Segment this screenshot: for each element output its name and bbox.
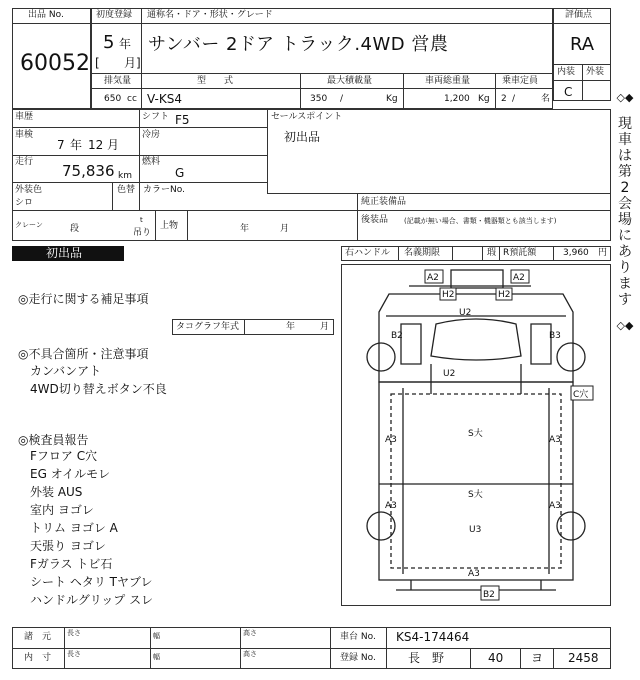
interior-grade: C [564, 85, 573, 99]
inspector-item: トリム ヨゴレ A [30, 521, 118, 535]
crane-label: クレーン [15, 221, 43, 229]
mileage-unit: km [118, 171, 132, 181]
side-notice-char: は [618, 148, 632, 164]
interior-height-label: 高さ [243, 650, 257, 658]
inspection-label: 車検 [15, 130, 34, 140]
dims-label: 諸 元 [24, 632, 52, 642]
rating-label: 評価点 [565, 10, 593, 20]
defect-item: カンバンアト [30, 364, 102, 378]
inspection-year: 7 [57, 138, 65, 152]
mark-u3: U3 [469, 525, 482, 535]
inspection-year-unit: 年 [70, 138, 83, 152]
side-notice-bottom-marks: ◇◆ [616, 319, 634, 332]
mark-a3-right-rear: A3 [549, 501, 561, 511]
height-label: 高さ [243, 629, 257, 637]
capacity-value: 2 [501, 94, 507, 104]
reg-region: 長 野 [408, 651, 445, 665]
model-code: V-KS4 [147, 92, 182, 106]
shift-value: F5 [175, 113, 190, 127]
interior-length-label: 長さ [67, 650, 81, 658]
side-notice-char: 会 [618, 196, 632, 212]
interior-label: 内装 [557, 67, 576, 77]
side-notice-char: 場 [618, 212, 632, 228]
side-notice-char: ま [618, 276, 632, 292]
mark-a3-right-front: A3 [549, 435, 561, 445]
crane-ton-unit: t [140, 216, 143, 224]
side-notice-char: す [618, 292, 632, 308]
tachograph-year-unit: 年 [286, 322, 296, 332]
max-load-unit: Kg [386, 94, 398, 104]
side-notice-char: 現 [618, 116, 632, 132]
mark-s-large-front: S大 [468, 429, 483, 439]
first-reg-label: 初度登録 [96, 10, 133, 20]
recycle-label: R預託額 [503, 248, 537, 258]
chassis-no: KS4-174464 [396, 630, 470, 644]
sales-point-value: 初出品 [284, 130, 321, 144]
reg-no-label: 登録 No. [340, 653, 376, 663]
inspector-item: Fガラス トビ石 [30, 557, 113, 571]
first-reg-month-open: [ [95, 56, 100, 70]
mark-b3-right: B3 [549, 331, 561, 341]
model-name: サンバー 2ドア トラック.4WD 営農 [148, 34, 449, 55]
color-change-label: 色替 [117, 185, 136, 195]
side-notice-char: 第 [618, 164, 632, 180]
mileage-value: 75,836 [62, 162, 115, 180]
exterior-label: 外装 [586, 67, 605, 77]
inspector-item: Fフロア C穴 [30, 449, 98, 463]
reg-class: 40 [488, 651, 504, 665]
car-diagram [341, 264, 611, 606]
inspector-item: 室内 ヨゴレ [30, 503, 94, 517]
crane-hang-unit: 吊り [133, 228, 152, 238]
inspector-item: ハンドルグリップ スレ [30, 593, 154, 607]
deck-label: 上物 [160, 221, 179, 231]
chassis-no-label: 車台 No. [340, 632, 376, 642]
mark-s-large-rear: S大 [468, 490, 483, 500]
tax-label: 瑕 [487, 248, 497, 258]
mark-a2-right: A2 [513, 273, 525, 283]
history-label: 車歴 [15, 112, 34, 122]
inspection-month-unit: 月 [107, 138, 120, 152]
gross-weight-label: 車両総重量 [425, 76, 471, 86]
mark-h2-right: H2 [498, 290, 511, 300]
mark-a2-left: A2 [427, 273, 439, 283]
width-label: 幅 [153, 632, 160, 640]
mark-a3-left-front: A3 [385, 435, 397, 445]
mark-u2-floor: U2 [443, 369, 456, 379]
tachograph-month-unit: 月 [320, 322, 330, 332]
side-notice [614, 90, 636, 360]
first-reg-year-unit: 年 [119, 37, 132, 51]
shift-label: シフト [142, 112, 170, 122]
rating-value: RA [570, 34, 595, 55]
exterior-color-value: シロ [15, 198, 34, 208]
mark-a3-left-rear: A3 [385, 501, 397, 511]
interior-dims-label: 内 寸 [24, 653, 52, 663]
exterior-color-label: 外装色 [15, 185, 43, 195]
lot-number: 60052 [20, 51, 90, 76]
deck-month-unit: 月 [280, 224, 290, 234]
aftermarket-note: (記載が無い場合、書類・機器類とも該当します) [404, 217, 557, 225]
mark-h2-left: H2 [442, 290, 455, 300]
first-listing-text: 初出品 [46, 246, 83, 260]
aircon-label: 冷房 [142, 130, 161, 140]
gross-weight-unit: Kg [478, 94, 490, 104]
side-notice-char: に [618, 228, 632, 244]
inspector-title: ◎検査員報告 [18, 433, 89, 447]
inspector-item: シート ヘタリ Tヤブレ [30, 575, 153, 589]
genuine-equipment-label: 純正装備品 [361, 197, 407, 207]
driving-notes-title: ◎走行に関する補足事項 [18, 292, 149, 306]
deck-year-unit: 年 [240, 224, 250, 234]
tachograph-label: タコグラフ年式 [176, 322, 240, 332]
interior-width-label: 幅 [153, 653, 160, 661]
recycle-unit: 円 [598, 248, 608, 258]
displacement-unit: cc [127, 94, 137, 104]
capacity-slash: / [512, 94, 516, 104]
inspector-item: 天張り ヨゴレ [30, 539, 106, 553]
defects-title: ◎不具合箇所・注意事項 [18, 347, 149, 361]
capacity-unit: 名 [541, 94, 551, 104]
defect-item: 4WD切り替えボタン不良 [30, 382, 167, 396]
side-notice-top-marks: ◇◆ [616, 91, 634, 104]
mark-c-hole: C穴 [573, 390, 589, 400]
side-notice-char: あ [618, 244, 632, 260]
inspector-item: EG オイルモレ [30, 467, 111, 481]
sales-point-label: セールスポイント [271, 112, 343, 122]
mark-a3-rear: A3 [468, 569, 480, 579]
reg-kana: ヨ [531, 651, 544, 665]
max-load-slash: / [340, 94, 344, 104]
color-no-label: カラーNo. [143, 185, 185, 195]
recycle-amount: 3,960 [563, 248, 589, 258]
aftermarket-label: 後装品 [361, 215, 389, 225]
fuel-value: G [175, 166, 185, 180]
mark-b2-rear: B2 [483, 590, 495, 600]
fuel-label: 燃料 [142, 157, 161, 167]
crane-stage-unit: 段 [70, 224, 80, 234]
max-load-label: 最大積載量 [327, 76, 373, 86]
lot-label: 出品 No. [28, 10, 64, 20]
reg-number: 2458 [568, 651, 599, 665]
mark-u2-roof: U2 [459, 308, 472, 318]
first-listing-badge [12, 246, 124, 261]
displacement-value: 650 [104, 94, 122, 104]
max-load-value: 350 [310, 94, 328, 104]
gross-weight-value: 1,200 [444, 94, 470, 104]
first-reg-month-unit: 月] [124, 56, 141, 70]
side-notice-char: 車 [618, 132, 632, 148]
right-hand-drive: 右ハンドル [345, 248, 391, 258]
title-abnormal-label: 名義期限 [404, 248, 441, 258]
length-label: 長さ [67, 629, 81, 637]
capacity-label: 乗車定員 [502, 76, 539, 86]
model-name-label: 通称名・ドア・形状・グレード [147, 10, 273, 20]
mark-b2-left: B2 [391, 331, 403, 341]
mileage-label: 走行 [15, 157, 34, 167]
inspector-item: 外装 AUS [30, 485, 83, 499]
first-reg-year: 5 [103, 32, 115, 53]
side-notice-char: 2 [620, 180, 630, 196]
side-notice-char: り [618, 260, 632, 276]
inspection-month: 12 [88, 138, 104, 152]
model-code-label: 型 式 [197, 76, 234, 86]
displacement-label: 排気量 [104, 76, 132, 86]
